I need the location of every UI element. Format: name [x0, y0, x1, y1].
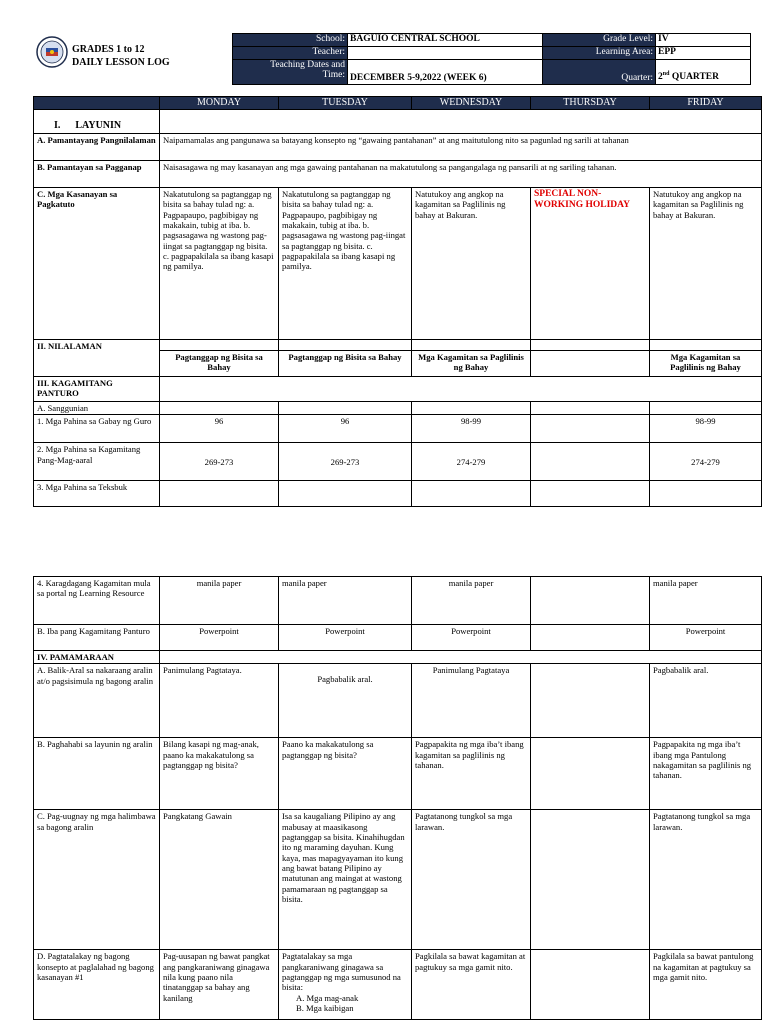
paghahabi-wednesday: Pagpapakita ng mga iba’t ibang kagamitan sa paglilinis ng tahanan.	[412, 738, 531, 810]
sanggunian-tuesday	[279, 402, 412, 415]
quarter-number: 2	[658, 72, 663, 83]
kagamitang-mag-aaral-monday: 269-273	[160, 443, 279, 481]
quarter-word: QUARTER	[671, 72, 719, 83]
teksbuk-monday	[160, 481, 279, 507]
pagtatalakay-tuesday	[279, 950, 412, 1020]
pagtatalakay-tuesday-item-b: B. Mga kaibigan	[296, 1002, 354, 1013]
kasanayan-tuesday: Nakatutulong sa pagtanggap ng bisita sa bahay tulad ng: a. Pagpapaupo, pagbibigay ng makakain, tubig at iba. b. pagsasagawa ng wastong pag-iingat sa pagtanggap ng bisita. c. pagpapakilala sa ibang kasapi ng pamilya.	[279, 188, 412, 340]
pagtatalakay-thursday	[531, 950, 650, 1020]
day-tuesday: TUESDAY	[279, 97, 412, 110]
nilalaman-friday: Mga Kagamitan sa Paglilinis ng Bahay	[650, 351, 762, 377]
nilalaman-tuesday: Pagtanggap ng Bisita sa Bahay	[279, 351, 412, 377]
teksbuk-wednesday	[412, 481, 531, 507]
sanggunian-monday	[160, 402, 279, 415]
learning-area-value: EPP	[656, 47, 751, 60]
pagtatalakay-monday: Pag-uusapan ng bawat pangkat ang pangkaraniwang ginagawa nila kung paano nila tinatanggap sa bahay ang kanilang	[160, 950, 279, 1020]
kasanayan-label: C. Mga Kasanayan sa Pagkatuto	[34, 188, 160, 340]
sanggunian-wednesday	[412, 402, 531, 415]
pamantayan-sa-pagganap-label: B. Pamantayan sa Pagganap	[34, 161, 160, 188]
lesson-log-table-page1	[33, 96, 762, 507]
lesson-log-table-page2	[33, 576, 762, 1020]
iba-pang-kagamitan-friday: Powerpoint	[650, 625, 762, 651]
kasanayan-monday: Nakatutulong sa pagtanggap ng bisita sa bahay tulad ng: a. Pagpapaupo, pagbibigay ng makakain, tubig at iba. b. pagsasagawa ng wastong pag-iingat sa pagtanggap ng bisita. c. pagpapakilala sa ibang kasapi ng pamilya.	[160, 188, 279, 340]
kagamitang-panturo-label: III. KAGAMITANG PANTURO	[34, 377, 160, 402]
balik-aral-wednesday: Panimulang Pagtataya	[412, 664, 531, 738]
balik-aral-label: A. Balik-Aral sa nakaraang aralin at/o pagsisimula ng bagong aralin	[34, 664, 160, 738]
iba-pang-kagamitan-monday: Powerpoint	[160, 625, 279, 651]
pamamaraan-empty	[160, 651, 762, 664]
pag-uugnay-tuesday: Isa sa kaugaliang Pilipino ay ang mabusay at maasikasong pagtanggap sa bisita. Kinahihugdan ito ng maraming dayuhan. Kung kaya, mas mapagyayaman ito kung ang bawat batang Pilipino ay matutunan ang maingat at wastong pamamaraan ng pagtanggap sa bisita.	[279, 810, 412, 950]
sanggunian-friday	[650, 402, 762, 415]
iba-pang-kagamitan-label: B. Iba pang Kagamitang Panturo	[34, 625, 160, 651]
quarter-suffix: nd	[662, 71, 670, 78]
school-label: School:	[233, 34, 348, 47]
paghahabi-label: B. Paghahabi sa layunin ng aralin	[34, 738, 160, 810]
pamantayang-pangnilalaman-label: A. Pamantayang Pangnilalaman	[34, 134, 160, 161]
karagdagang-kagamitan-friday: manila paper	[650, 577, 762, 625]
sanggunian-label: A. Sanggunian	[34, 402, 160, 415]
gabay-guro-monday: 96	[160, 415, 279, 443]
day-friday: FRIDAY	[650, 97, 762, 110]
gabay-guro-friday: 98-99	[650, 415, 762, 443]
pagtatalakay-wednesday: Pagkilala sa bawat kagamitan at pagtukuy sa mga gamit nito.	[412, 950, 531, 1020]
deped-seal-logo	[36, 36, 68, 68]
grade-level-value: IV	[656, 34, 751, 47]
kagamitang-panturo-empty	[160, 377, 762, 402]
pag-uugnay-wednesday: Pagtatanong tungkol sa mga larawan.	[412, 810, 531, 950]
teaching-dates-label-line1: Teaching Dates and	[270, 60, 345, 70]
gabay-guro-tuesday: 96	[279, 415, 412, 443]
nilalaman-label: II. NILALAMAN	[34, 340, 160, 377]
nilalaman-thursday	[531, 351, 650, 377]
day-monday: MONDAY	[160, 97, 279, 110]
karagdagang-kagamitan-wednesday: manila paper	[412, 577, 531, 625]
day-wednesday: WEDNESDAY	[412, 97, 531, 110]
teaching-dates-label	[233, 60, 348, 85]
pag-uugnay-thursday	[531, 810, 650, 950]
kasanayan-friday: Natutukoy ang angkop na kagamitan sa Paglilinis ng bahay at Bakuran.	[650, 188, 762, 340]
nilalaman-tuesday-top	[279, 340, 412, 351]
kagamitang-mag-aaral-tuesday: 269-273	[279, 443, 412, 481]
school-value: BAGUIO CENTRAL SCHOOL	[348, 34, 543, 47]
kagamitang-mag-aaral-friday: 274-279	[650, 443, 762, 481]
gabay-guro-thursday	[531, 415, 650, 443]
teacher-value	[348, 47, 543, 60]
nilalaman-wednesday-top	[412, 340, 531, 351]
nilalaman-wednesday: Mga Kagamitan sa Paglilinis ng Bahay	[412, 351, 531, 377]
layunin-heading: I. LAYUNIN	[34, 110, 160, 134]
teksbuk-tuesday	[279, 481, 412, 507]
teksbuk-thursday	[531, 481, 650, 507]
gabay-guro-wednesday: 98-99	[412, 415, 531, 443]
iba-pang-kagamitan-wednesday: Powerpoint	[412, 625, 531, 651]
balik-aral-monday: Panimulang Pagtataya.	[160, 664, 279, 738]
layunin-empty	[160, 110, 762, 134]
gabay-guro-label: 1. Mga Pahina sa Gabay ng Guro	[34, 415, 160, 443]
quarter-value	[656, 60, 751, 85]
paghahabi-monday: Bilang kasapi ng mag-anak, paano ka makakatulong sa pagtanggap ng bisita?	[160, 738, 279, 810]
header-info-table	[232, 33, 751, 85]
nilalaman-friday-top	[650, 340, 762, 351]
pag-uugnay-monday: Pangkatang Gawain	[160, 810, 279, 950]
pagtatalakay-tuesday-text: Pagtatalakay sa mga pangkaraniwang ginagawa sa pagtanggap ng mga sumusunod na bisita:	[282, 951, 401, 993]
teaching-dates-value: DECEMBER 5-9,2022 (WEEK 6)	[348, 60, 543, 85]
pamantayan-sa-pagganap-text: Naisasagawa ng may kasanayan ang mga gawaing pantahanan na makatutulong sa pangangalaga ng pansarili at ng sariling tahanan.	[160, 161, 762, 188]
pagtatalakay-friday: Pagkilala sa bawat pantulong na kagamitan at pagtukuy sa mga gamit nito.	[650, 950, 762, 1020]
sanggunian-thursday	[531, 402, 650, 415]
day-thursday: THURSDAY	[531, 97, 650, 110]
quarter-label: Quarter:	[543, 60, 656, 85]
paghahabi-tuesday: Paano ka makakatulong sa pagtanggap ng bisita?	[279, 738, 412, 810]
karagdagang-kagamitan-thursday	[531, 577, 650, 625]
nilalaman-thursday-top	[531, 340, 650, 351]
paghahabi-friday: Pagpapakita ng mga iba’t ibang mga Pantulong nakagamitan sa paglilinis ng tahanan.	[650, 738, 762, 810]
kasanayan-wednesday: Natutukoy ang angkop na kagamitan sa Paglilinis ng bahay at Bakuran.	[412, 188, 531, 340]
nilalaman-monday-top	[160, 340, 279, 351]
pagtatalakay-tuesday-item-a: A. Mga mag-anak	[296, 992, 359, 1003]
teksbuk-label: 3. Mga Pahina sa Teksbuk	[34, 481, 160, 507]
kagamitang-mag-aaral-wednesday: 274-279	[412, 443, 531, 481]
iba-pang-kagamitan-tuesday: Powerpoint	[279, 625, 412, 651]
pag-uugnay-friday: Pagtatanong tungkol sa mga larawan.	[650, 810, 762, 950]
kasanayan-thursday-holiday: SPECIAL NON-WORKING HOLIDAY	[531, 188, 650, 340]
balik-aral-thursday	[531, 664, 650, 738]
form-title-line1: GRADES 1 to 12	[72, 44, 145, 55]
kagamitang-mag-aaral-label: 2. Mga Pahina sa Kagamitang Pang-Mag-aaral	[34, 443, 160, 481]
grade-level-label: Grade Level:	[543, 34, 656, 47]
karagdagang-kagamitan-label: 4. Karagdagang Kagamitan mula sa portal ng Learning Resource	[34, 577, 160, 625]
learning-area-label: Learning Area:	[543, 47, 656, 60]
days-corner-cell	[34, 97, 160, 110]
teaching-dates-label-line2: Time:	[322, 70, 345, 81]
balik-aral-friday: Pagbabalik aral.	[650, 664, 762, 738]
balik-aral-tuesday: Pagbabalik aral.	[279, 664, 412, 738]
kagamitang-mag-aaral-thursday	[531, 443, 650, 481]
pag-uugnay-label: C. Pag-uugnay ng mga halimbawa sa bagong aralin	[34, 810, 160, 950]
teacher-label: Teacher:	[233, 47, 348, 60]
pagtatalakay-label: D. Pagtatalakay ng bagong konsepto at paglalahad ng bagong kasanayan #1	[34, 950, 160, 1020]
iba-pang-kagamitan-thursday	[531, 625, 650, 651]
pamantayang-pangnilalaman-text: Naipamamalas ang pangunawa sa batayang konsepto ng “gawaing pantahanan” at ang maitutulong nito sa pagunlad ng sarili at tahanan	[160, 134, 762, 161]
teksbuk-friday	[650, 481, 762, 507]
karagdagang-kagamitan-monday: manila paper	[160, 577, 279, 625]
karagdagang-kagamitan-tuesday: manila paper	[279, 577, 412, 625]
pamamaraan-heading: IV. PAMAMARAAN	[34, 651, 160, 664]
nilalaman-monday: Pagtanggap ng Bisita sa Bahay	[160, 351, 279, 377]
form-title-line2: DAILY LESSON LOG	[72, 57, 170, 68]
paghahabi-thursday	[531, 738, 650, 810]
